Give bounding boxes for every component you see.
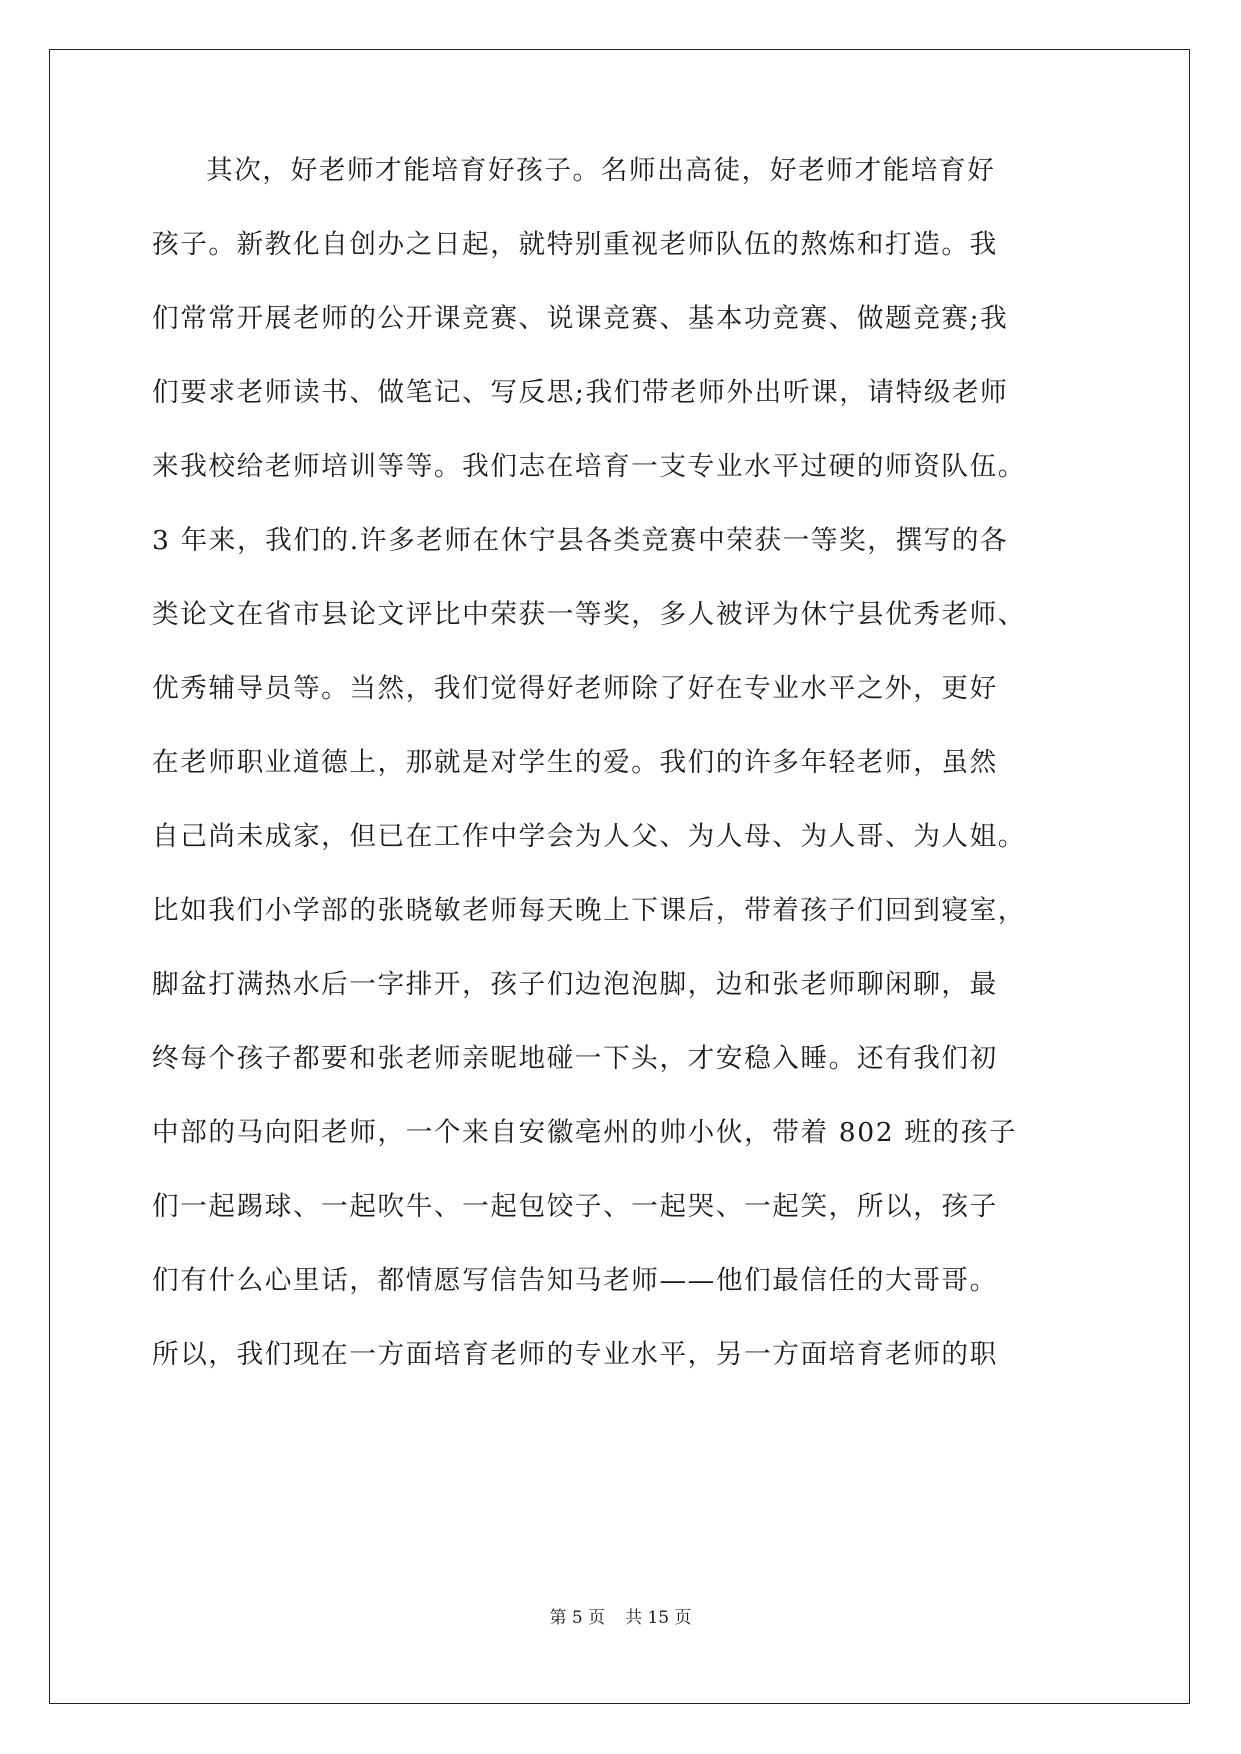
page-footer — [0, 1606, 1241, 1630]
page-number: 第 5 页 — [549, 1608, 606, 1628]
paragraph-line: 其次，好老师才能培育好孩子。名师出高徒，好老师才能培育好 — [206, 155, 996, 186]
paragraph-line: 来我校给老师培训等等。我们志在培育一支专业水平过硬的师资队伍。 — [152, 451, 1027, 482]
paragraph-line: 孩子。新教化自创办之日起，就特别重视老师队伍的熬炼和打造。我 — [152, 229, 998, 260]
paragraph-line: 自己尚未成家，但已在工作中学会为人父、为人母、为人哥、为人姐。 — [152, 821, 1027, 852]
paragraph-line: 优秀辅导员等。当然，我们觉得好老师除了好在专业水平之外，更好 — [152, 673, 998, 704]
paragraph-line: 终每个孩子都要和张老师亲昵地碰一下头，才安稳入睡。还有我们初 — [152, 1043, 998, 1074]
paragraph-line: 中部的马向阳老师，一个来自安徽亳州的帅小伙，带着 802 班的孩子 — [152, 1117, 1018, 1148]
page-total: 共 15 页 — [625, 1608, 692, 1628]
paragraph-line: 比如我们小学部的张晓敏老师每天晚上下课后，带着孩子们回到寝室， — [152, 895, 1027, 926]
paragraph-line: 们常常开展老师的公开课竞赛、说课竞赛、基本功竞赛、做题竞赛;我 — [152, 303, 1009, 334]
paragraph-line: 脚盆打满热水后一字排开，孩子们边泡泡脚，边和张老师聊闲聊，最 — [152, 969, 998, 1000]
paragraph-line: 所以，我们现在一方面培育老师的专业水平，另一方面培育老师的职 — [152, 1339, 998, 1370]
paragraph-line: 们一起踢球、一起吹牛、一起包饺子、一起哭、一起笑，所以，孩子 — [152, 1191, 998, 1222]
paragraph-line: 3 年来，我们的.许多老师在休宁县各类竞赛中荣获一等奖，撰写的各 — [152, 525, 1009, 556]
paragraph-line: 们有什么心里话，都情愿写信告知马老师——他们最信任的大哥哥。 — [152, 1265, 998, 1296]
paragraph-line: 类论文在省市县论文评比中荣获一等奖，多人被评为休宁县优秀老师、 — [152, 599, 1027, 630]
paragraph-line: 在老师职业道德上，那就是对学生的爱。我们的许多年轻老师，虽然 — [152, 747, 998, 778]
paragraph-line: 们要求老师读书、做笔记、写反思;我们带老师外出听课，请特级老师 — [152, 377, 1009, 408]
